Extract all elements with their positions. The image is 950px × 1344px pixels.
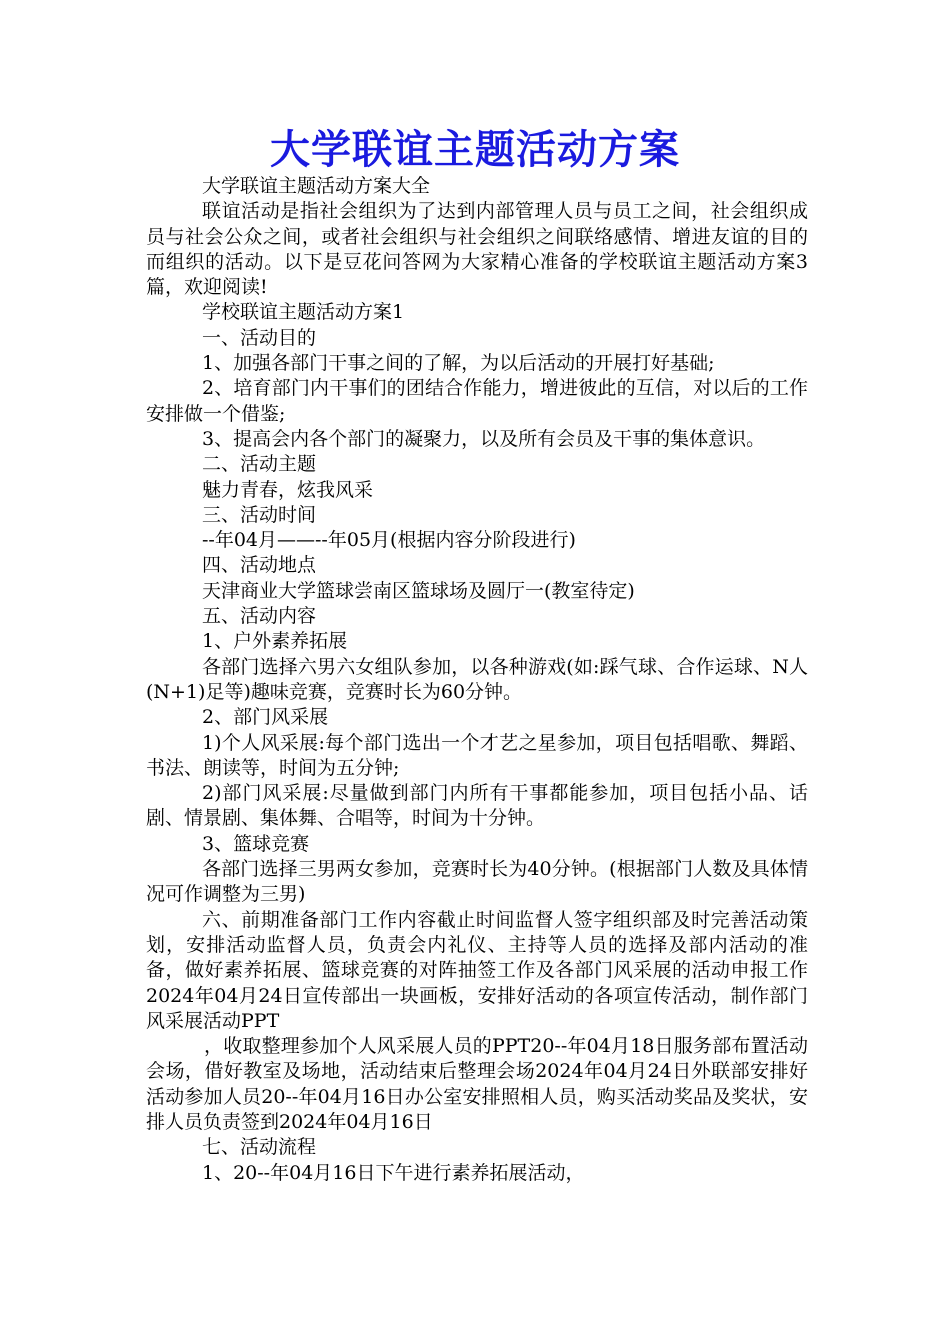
preparation-paragraph: 六、前期准备部门工作内容截止时间监督人签字组织部及时完善活动策划，安排活动监督人员，负责会内礼仪、主持等人员的选择及部内活动的准备，做好素养拓展、篮球竞赛的对阵抽签工作及各部门风采展的活动申报工作2024年04月24日宣传部出一块画板，安排好活动的各项宣传活动，制作部门风采展活动PPT — [146, 908, 808, 1032]
heading-purpose: 一、活动目的 — [202, 326, 317, 349]
content-paragraph: 2)部门风采展:尽量做到部门内所有干事都能参加，项目包括小品、话剧、情景剧、集体舞、合唱等，时间为十分钟。 — [146, 782, 808, 830]
time-text: --年04月——--年05月(根据内容分阶段进行) — [202, 529, 576, 552]
location-text: 天津商业大学篮球尝南区篮球场及圆厅一(教室待定) — [202, 579, 635, 602]
intro-paragraph: 联谊活动是指社会组织为了达到内部管理人员与员工之间，社会组织成员与社会公众之间，或者社会组织与社会组织之间联络感情、增进友谊的目的而组织的活动。以下是豆花问答网为大家精心准备的学校联谊主题活动方案3篇，欢迎阅读! — [146, 200, 808, 299]
list-item: 1、20--年04月16日下午进行素养拓展活动， — [202, 1161, 585, 1184]
content-paragraph: 1)个人风采展:每个部门选出一个才艺之星参加，项目包括唱歌、舞蹈、书法、朗读等，时间为五分钟; — [146, 731, 808, 779]
subheading: 3、篮球竞赛 — [202, 832, 310, 855]
subheading: 2、部门风采展 — [202, 706, 329, 729]
list-item: 2、培育部门内干事们的团结合作能力，增进彼此的互信，对以后的工作安排做一个借鉴; — [146, 377, 808, 425]
subheading: 1、户外素养拓展 — [202, 630, 348, 653]
heading-time: 三、活动时间 — [202, 503, 317, 526]
list-item: 1、加强各部门干事之间的了解，为以后活动的开展打好基础; — [202, 352, 715, 375]
heading-content: 五、活动内容 — [202, 605, 317, 628]
preparation-paragraph: ，收取整理参加个人风采展人员的PPT20--年04月18日服务部布置活动会场，借好教室及场地，活动结束后整理会场2024年04月24日外联部安排好活动参加人员20--年04月16日办公室安排照相人员，购买活动奖品及奖状，安排人员负责签到2024年04月16日 — [146, 1035, 808, 1133]
list-item: 3、提高会内各个部门的凝聚力，以及所有会员及干事的集体意识。 — [202, 427, 766, 450]
heading-process: 七、活动流程 — [202, 1136, 317, 1159]
subtitle-paragraph: 大学联谊主题活动方案大全 — [202, 175, 431, 197]
heading-location: 四、活动地点 — [202, 554, 317, 577]
content-paragraph: 各部门选择六男六女组队参加，以各种游戏(如:踩气球、合作运球、N人(N+1)足等)趣味竞赛，竞赛时长为60分钟。 — [146, 655, 808, 703]
theme-text: 魅力青春，炫我风采 — [202, 478, 374, 501]
document-title: 大学联谊主题活动方案 — [270, 126, 680, 173]
section-heading: 学校联谊主题活动方案1 — [202, 301, 405, 324]
content-paragraph: 各部门选择三男两女参加，竞赛时长为40分钟。(根据部门人数及具体情况可作调整为三男) — [146, 858, 808, 906]
heading-theme: 二、活动主题 — [202, 453, 317, 476]
document-body — [146, 174, 808, 1186]
